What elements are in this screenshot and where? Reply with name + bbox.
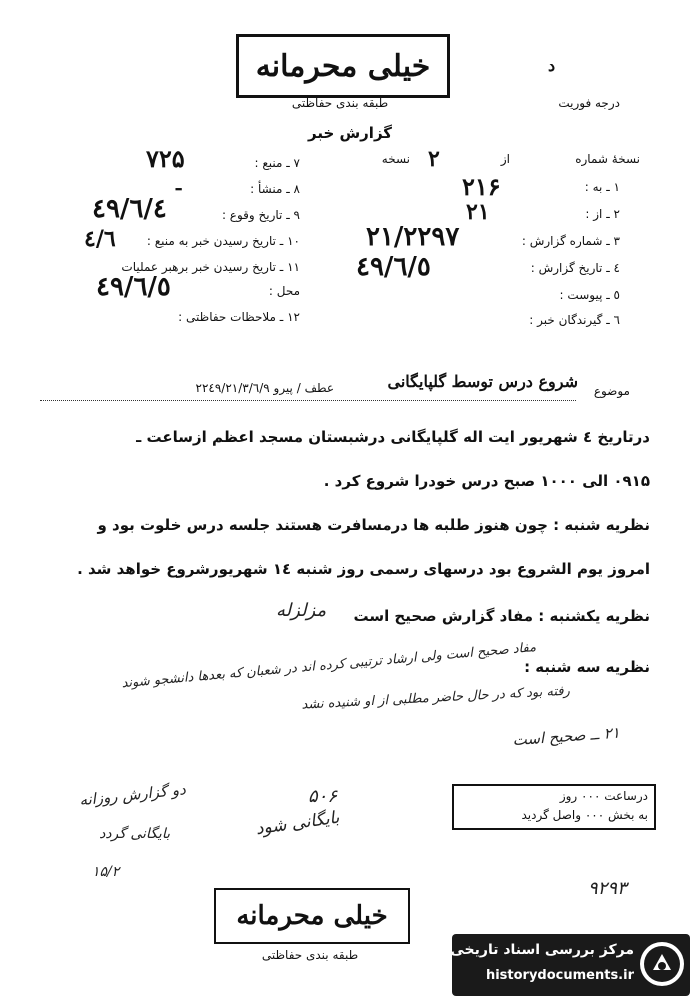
origin-value: ـ [176, 174, 182, 195]
center-hand-number: ۵۰۶ [308, 786, 338, 807]
copy-label-text: نسخهٔ شماره [575, 152, 640, 166]
to-label: ۱ ـ به : [584, 180, 620, 194]
watermark-text-fa: مرکز بررسی اسناد تاریخی [450, 942, 634, 958]
report-date-label: ٤ ـ تاریخ گزارش : [530, 261, 620, 275]
left-annotation-date: ۱۵/۲ [92, 864, 120, 880]
copy-of: از [500, 152, 510, 166]
report-no-label: ۳ ـ شماره گزارش : [521, 234, 620, 248]
body-line-2: ۰۹۱۵ الی ۱۰۰۰ صبح درس خودرا شروع کرد . [323, 472, 650, 490]
classification-stamp-top [236, 34, 450, 98]
body-line-6-label: نظریه سه شنبه : [524, 658, 650, 676]
to-value: ۲۱۶ [462, 172, 501, 201]
classification-caption-top: طبقه بندی حفاظتی [291, 96, 389, 110]
left-annotation-2: بایگانی گردد [99, 826, 170, 842]
received-stamp-line-1: درساعت ۰۰۰ روز [559, 789, 648, 803]
watermark-logo-icon [640, 942, 684, 986]
received-ops-label: ۱۱ ـ تاریخ رسیدن خبر برهبر عملیات [121, 260, 300, 274]
watermark-url: historydocuments.ir [485, 968, 634, 983]
report-title: گزارش خبر [307, 124, 393, 142]
subject-divider [40, 400, 576, 401]
recipients-label: ٦ ـ گیرندگان خبر : [529, 313, 620, 327]
from-label: ۲ ـ از : [585, 207, 620, 221]
classification-caption-bottom: طبقه بندی حفاظتی [261, 948, 359, 962]
subject-ref: عطف / پیرو ۲۲٤۹/۲۱/۳/٦/۹ [195, 381, 334, 395]
hand-line-7: رفته بود که در حال حاضر مطلبی از او شنیده نشد [301, 683, 571, 713]
event-date-label: ۹ ـ تاریخ وقوع : [221, 208, 300, 222]
classification-text-bottom: خیلی محرمانه [236, 901, 388, 931]
report-no-value: ۲۱/۲۲۹۷ [366, 222, 460, 252]
report-date-value: ٤۹/٦/٥ [356, 252, 431, 282]
source-label: ۷ ـ منبع : [254, 156, 300, 170]
center-hand-note: بایگانی شود [254, 807, 341, 840]
from-value: ۲۱ [466, 199, 490, 225]
classification-text-top: خیلی محرمانه [255, 48, 431, 84]
source-value: ۷۲۵ [146, 144, 185, 173]
priority-mark: د [548, 56, 556, 75]
received-stamp-box [452, 784, 656, 830]
hand-line-8: ۲۱ ــ صحیح است [512, 723, 621, 750]
footer-number: ۹۲۹۳ [588, 878, 627, 899]
body-line-4: امروز یوم الشروع بود درسهای رسمی روز شنبه ۱٤ شهریورشروع خواهد شد . [77, 560, 650, 578]
classification-stamp-bottom [214, 888, 410, 944]
body-line-1: درتاریخ ٤ شهریور ایت اله گلپایگانی درشبستان مسجد اعظم ازساعت ـ [136, 428, 650, 446]
notes-label: ۱۲ ـ ملاحظات حفاظتی : [178, 310, 300, 324]
watermark [452, 934, 690, 996]
subject-label: موضوع [593, 384, 630, 398]
attachment-label: ٥ ـ پیوست : [559, 288, 620, 302]
copy-label [560, 152, 640, 166]
left-annotation-1: دو گزارش روزانه [78, 780, 187, 810]
body-line-5-hand: مزلزله [276, 600, 327, 621]
body-line-5: نظریه یکشنبه : مفاد گزارش صحیح است [353, 607, 650, 625]
copy-suffix: نسخه [381, 152, 410, 166]
body-line-3: نظریه شنبه : چون هنوز طلبه ها درمسافرت هستند جلسه درس خلوت بود و [97, 516, 650, 534]
event-date-value: ٤۹/٦/٤ [92, 194, 167, 224]
origin-label: ۸ ـ منشأ : [250, 182, 300, 196]
place-label: محل : [268, 284, 300, 298]
place-value: ٤۹/٦/٥ [96, 272, 171, 302]
received-stamp-line-2: به بخش ۰۰۰ واصل گردید [521, 808, 648, 822]
priority-label: درجه فوریت [558, 96, 620, 110]
subject-text: شروع درس توسط گلپایگانی [387, 372, 578, 391]
copy-value: ۲ [428, 146, 440, 172]
hand-line-6: مفاد صحیح است ولی ارشاد ترتیبی کرده اند در شعبان که بعدها دانشجو شوند [121, 640, 537, 692]
received-source-value: ٤/٦ [84, 226, 116, 252]
received-source-label: ۱۰ ـ تاریخ رسیدن خبر به منبع : [146, 234, 300, 248]
